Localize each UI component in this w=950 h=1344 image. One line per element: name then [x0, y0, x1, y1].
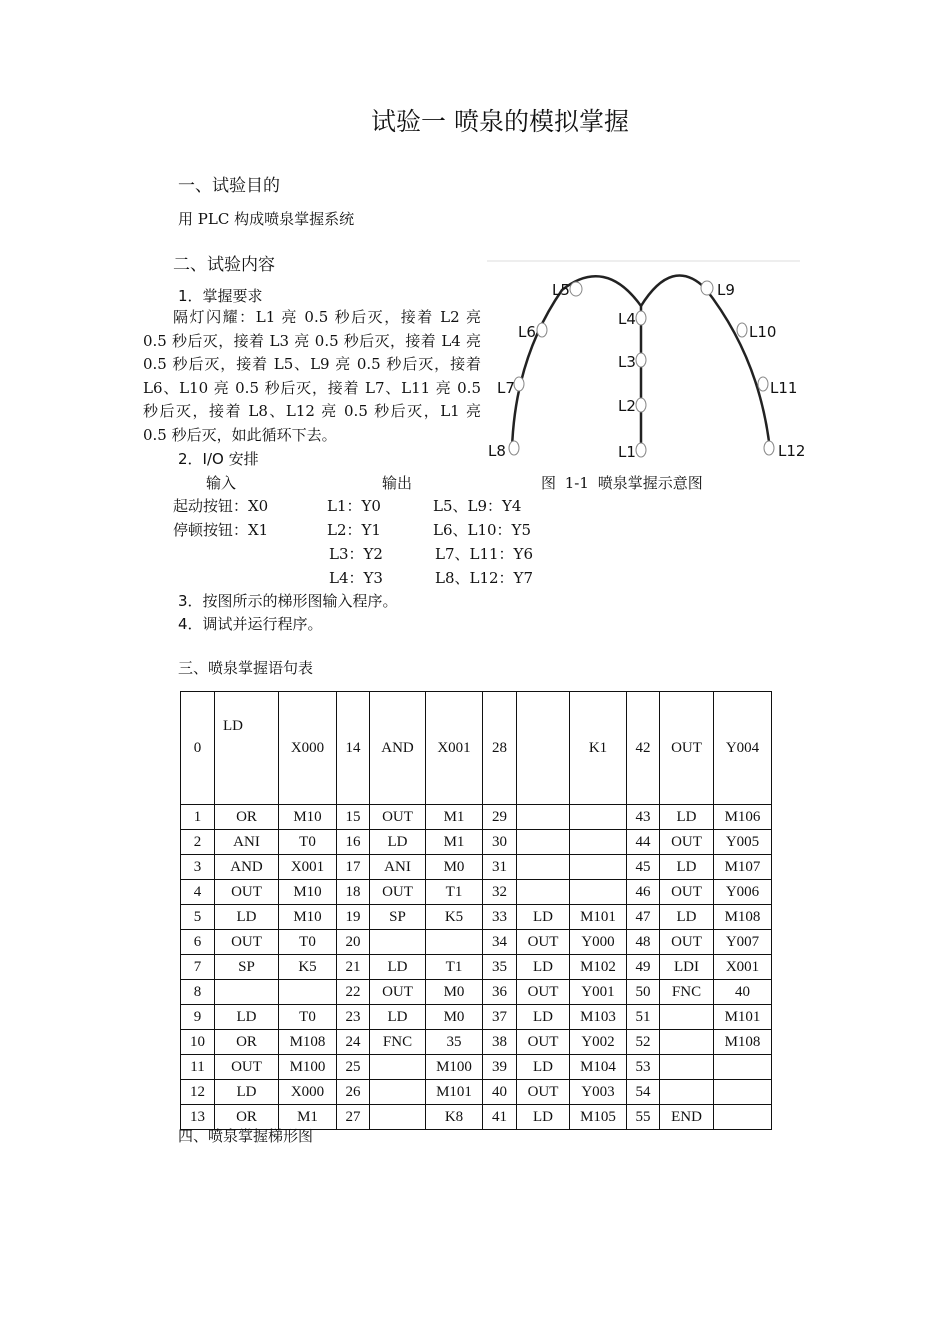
- table-cell: ANI: [370, 855, 426, 880]
- section-3-heading: 三、喷泉掌握语句表: [178, 659, 314, 677]
- table-cell: 38: [483, 1030, 517, 1055]
- table-cell: M10: [279, 905, 337, 930]
- table-cell: T0: [279, 1005, 337, 1030]
- label-l5: L5: [552, 281, 570, 299]
- table-cell: T1: [426, 880, 483, 905]
- table-cell: OR: [215, 805, 279, 830]
- table-cell: M106: [714, 805, 772, 830]
- table-cell: M101: [570, 905, 627, 930]
- table-cell: OUT: [370, 880, 426, 905]
- table-cell: M103: [570, 1005, 627, 1030]
- table-cell: 15: [337, 805, 370, 830]
- table-cell: 0: [181, 692, 215, 805]
- table-cell: Y006: [714, 880, 772, 905]
- table-cell: 44: [627, 830, 660, 855]
- table-cell: OUT: [660, 880, 714, 905]
- instruction-table: [180, 691, 772, 1130]
- table-cell: 50: [627, 980, 660, 1005]
- label-l3: L3: [618, 353, 636, 371]
- table-cell: 42: [627, 692, 660, 805]
- table-cell: 8: [181, 980, 215, 1005]
- table-cell: 46: [627, 880, 660, 905]
- item-3: 3．按图所示的梯形图输入程序。: [178, 592, 398, 610]
- table-cell: [570, 830, 627, 855]
- table-cell: LD: [660, 805, 714, 830]
- label-l10: L10: [749, 323, 777, 341]
- table-cell: AND: [215, 855, 279, 880]
- table-cell: OUT: [517, 1030, 570, 1055]
- io-output-l8-l12: L8、L12：Y7: [435, 569, 533, 587]
- table-cell: 40: [483, 1080, 517, 1105]
- table-cell: LD: [517, 1105, 570, 1130]
- label-l7: L7: [497, 379, 515, 397]
- table-row: [181, 955, 772, 980]
- table-cell: M101: [714, 1005, 772, 1030]
- table-cell: M0: [426, 980, 483, 1005]
- table-cell: 4: [181, 880, 215, 905]
- io-output-l2: L2：Y1: [327, 521, 381, 539]
- table-cell: 40: [714, 980, 772, 1005]
- table-cell: X000: [279, 692, 337, 805]
- table-cell: LD: [660, 855, 714, 880]
- table-cell: 35: [426, 1030, 483, 1055]
- table-cell: OUT: [370, 980, 426, 1005]
- lamp-l3: [636, 353, 646, 367]
- table-row: [181, 855, 772, 880]
- table-cell: OUT: [215, 930, 279, 955]
- table-row: [181, 1030, 772, 1055]
- table-cell: M1: [426, 805, 483, 830]
- table-cell: LD: [517, 905, 570, 930]
- table-cell: K1: [570, 692, 627, 805]
- page-title: 试验一 喷泉的模拟掌握: [371, 107, 629, 136]
- table-cell: M100: [279, 1055, 337, 1080]
- table-cell: M104: [570, 1055, 627, 1080]
- table-cell: 21: [337, 955, 370, 980]
- table-cell: 24: [337, 1030, 370, 1055]
- table-cell: 3: [181, 855, 215, 880]
- table-cell: [517, 880, 570, 905]
- table-cell: 7: [181, 955, 215, 980]
- table-cell: M100: [426, 1055, 483, 1080]
- table-cell: M10: [279, 880, 337, 905]
- io-output-l3: L3：Y2: [329, 545, 383, 563]
- table-cell: T0: [279, 930, 337, 955]
- table-cell: 10: [181, 1030, 215, 1055]
- table-cell: 6: [181, 930, 215, 955]
- table-cell: M1: [426, 830, 483, 855]
- lamp-l9: [701, 281, 713, 295]
- table-cell: 22: [337, 980, 370, 1005]
- table-cell: 41: [483, 1105, 517, 1130]
- label-l1: L1: [618, 443, 636, 461]
- table-cell: 30: [483, 830, 517, 855]
- lamp-l12: [764, 441, 774, 455]
- table-cell: LD: [215, 1005, 279, 1030]
- table-cell: [660, 1080, 714, 1105]
- table-cell: [517, 855, 570, 880]
- io-input-header: 输入: [206, 474, 237, 492]
- table-cell: [570, 880, 627, 905]
- table-cell: M1: [279, 1105, 337, 1130]
- item-4: 4．调试并运行程序。: [178, 615, 323, 633]
- table-cell: LD: [215, 1080, 279, 1105]
- table-cell: K5: [279, 955, 337, 980]
- io-output-l4: L4：Y3: [329, 569, 383, 587]
- section-1-text: 用 PLC 构成喷泉掌握系统: [178, 210, 355, 228]
- table-cell: Y005: [714, 830, 772, 855]
- table-cell: [714, 1105, 772, 1130]
- table-cell: 18: [337, 880, 370, 905]
- table-cell: FNC: [660, 980, 714, 1005]
- table-row: [181, 805, 772, 830]
- lamp-l2: [636, 398, 646, 412]
- figure-caption: 图 1-1 喷泉掌握示意图: [541, 474, 703, 492]
- table-cell: SP: [215, 955, 279, 980]
- table-cell: M107: [714, 855, 772, 880]
- table-row: [181, 905, 772, 930]
- table-cell: END: [660, 1105, 714, 1130]
- table-cell: [426, 930, 483, 955]
- table-cell: M0: [426, 1005, 483, 1030]
- table-cell: 53: [627, 1055, 660, 1080]
- table-cell: [714, 1055, 772, 1080]
- table-cell: OUT: [517, 980, 570, 1005]
- table-cell: [570, 855, 627, 880]
- table-cell: Y001: [570, 980, 627, 1005]
- section-4-heading: 四、喷泉掌握梯形图: [178, 1127, 314, 1145]
- table-cell: [279, 980, 337, 1005]
- table-cell: K5: [426, 905, 483, 930]
- table-cell: 32: [483, 880, 517, 905]
- table-cell: 26: [337, 1080, 370, 1105]
- table-row: [181, 1005, 772, 1030]
- lamp-l10: [737, 323, 747, 337]
- table-cell: 16: [337, 830, 370, 855]
- table-cell: LD: [215, 692, 279, 805]
- table-cell: M101: [426, 1080, 483, 1105]
- table-cell: M0: [426, 855, 483, 880]
- lamp-l4: [636, 311, 646, 325]
- lamp-l1: [636, 443, 646, 457]
- table-cell: LD: [517, 1005, 570, 1030]
- table-cell: 36: [483, 980, 517, 1005]
- table-cell: [370, 1105, 426, 1130]
- table-cell: LDI: [660, 955, 714, 980]
- table-cell: 1: [181, 805, 215, 830]
- table-cell: Y003: [570, 1080, 627, 1105]
- table-cell: [517, 805, 570, 830]
- table-cell: T0: [279, 830, 337, 855]
- label-l12: L12: [778, 442, 806, 460]
- table-cell: LD: [517, 955, 570, 980]
- io-output-l7-l11: L7、L11：Y6: [435, 545, 533, 563]
- table-cell: 31: [483, 855, 517, 880]
- table-cell: [570, 805, 627, 830]
- table-row: [181, 692, 772, 805]
- table-row: [181, 930, 772, 955]
- table-row: [181, 1055, 772, 1080]
- table-cell: OUT: [370, 805, 426, 830]
- fountain-diagram: [487, 258, 807, 463]
- item-1-heading: 1．掌握要求: [178, 287, 263, 305]
- io-output-header: 输出: [382, 474, 413, 492]
- table-cell: 19: [337, 905, 370, 930]
- table-cell: 25: [337, 1055, 370, 1080]
- table-cell: [370, 1080, 426, 1105]
- table-cell: Y004: [714, 692, 772, 805]
- table-cell: [660, 1055, 714, 1080]
- table-cell: 27: [337, 1105, 370, 1130]
- io-output-l5-l9: L5、L9：Y4: [433, 497, 522, 515]
- table-cell: 17: [337, 855, 370, 880]
- table-cell: 14: [337, 692, 370, 805]
- table-row: [181, 980, 772, 1005]
- table-cell: M102: [570, 955, 627, 980]
- table-cell: T1: [426, 955, 483, 980]
- table-cell: 5: [181, 905, 215, 930]
- table-cell: Y002: [570, 1030, 627, 1055]
- table-cell: M108: [714, 1030, 772, 1055]
- table-cell: 35: [483, 955, 517, 980]
- table-cell: AND: [370, 692, 426, 805]
- control-requirement-text: 隔灯闪耀：L1 亮 0.5 秒后灭，接着 L2 亮 0.5 秒后灭，接着 L3 亮 0.5 秒后灭，接着 L4 亮 0.5 秒后灭，接着 L5、L9 亮 0.5 秒后灭，接着 L6、L10 亮 0.5 秒后灭，接着 L7、L11 亮 0.5 秒后灭，接着 L8、L12 亮 0.5 秒后灭，L1 亮 0.5 秒后灭，如此循环下去。: [143, 308, 481, 444]
- table-cell: 52: [627, 1030, 660, 1055]
- table-cell: 11: [181, 1055, 215, 1080]
- table-cell: [215, 980, 279, 1005]
- label-l8: L8: [488, 442, 506, 460]
- right-arch: [641, 276, 770, 450]
- table-cell: 37: [483, 1005, 517, 1030]
- label-l9: L9: [717, 281, 735, 299]
- table-cell: 48: [627, 930, 660, 955]
- table-cell: [517, 692, 570, 805]
- table-cell: K8: [426, 1105, 483, 1130]
- table-cell: [660, 1030, 714, 1055]
- table-cell: LD: [370, 1005, 426, 1030]
- lamp-l11: [758, 377, 768, 391]
- io-input-start: 起动按钮：X0: [173, 497, 269, 515]
- label-l11: L11: [770, 379, 798, 397]
- table-cell: 28: [483, 692, 517, 805]
- io-output-l6-l10: L6、L10：Y5: [433, 521, 531, 539]
- table-cell: OUT: [660, 830, 714, 855]
- table-cell: 49: [627, 955, 660, 980]
- table-cell: X000: [279, 1080, 337, 1105]
- table-cell: OUT: [660, 692, 714, 805]
- table-cell: 12: [181, 1080, 215, 1105]
- table-cell: [517, 830, 570, 855]
- lamp-l8: [509, 441, 519, 455]
- table-cell: 2: [181, 830, 215, 855]
- table-cell: [714, 1080, 772, 1105]
- table-cell: LD: [370, 955, 426, 980]
- table-cell: 55: [627, 1105, 660, 1130]
- table-cell: OUT: [517, 930, 570, 955]
- table-cell: 9: [181, 1005, 215, 1030]
- table-cell: 43: [627, 805, 660, 830]
- table-cell: 45: [627, 855, 660, 880]
- table-cell: 33: [483, 905, 517, 930]
- section-1-heading: 一、试验目的: [178, 176, 280, 196]
- table-cell: 51: [627, 1005, 660, 1030]
- table-row: [181, 880, 772, 905]
- table-cell: OR: [215, 1105, 279, 1130]
- table-cell: OUT: [517, 1080, 570, 1105]
- table-cell: M105: [570, 1105, 627, 1130]
- lamp-l7: [514, 377, 524, 391]
- table-cell: SP: [370, 905, 426, 930]
- label-l4: L4: [618, 310, 636, 328]
- table-cell: [660, 1005, 714, 1030]
- io-input-stop: 停顿按钮：X1: [173, 521, 269, 539]
- table-cell: OR: [215, 1030, 279, 1055]
- label-l6: L6: [518, 323, 536, 341]
- table-cell: [370, 1055, 426, 1080]
- table-cell: 54: [627, 1080, 660, 1105]
- table-cell: OUT: [215, 880, 279, 905]
- lamp-l5: [570, 282, 582, 296]
- table-cell: LD: [660, 905, 714, 930]
- table-cell: FNC: [370, 1030, 426, 1055]
- table-cell: LD: [215, 905, 279, 930]
- label-l2: L2: [618, 397, 636, 415]
- table-cell: 39: [483, 1055, 517, 1080]
- table-cell: 13: [181, 1105, 215, 1130]
- table-row: [181, 1080, 772, 1105]
- section-2-heading: 二、试验内容: [173, 255, 275, 275]
- table-cell: 20: [337, 930, 370, 955]
- table-cell: LD: [370, 830, 426, 855]
- table-cell: X001: [426, 692, 483, 805]
- io-output-l1: L1：Y0: [327, 497, 381, 515]
- table-row: [181, 830, 772, 855]
- lamp-l6: [537, 323, 547, 337]
- table-cell: 34: [483, 930, 517, 955]
- table-cell: 47: [627, 905, 660, 930]
- table-cell: X001: [279, 855, 337, 880]
- table-cell: M108: [714, 905, 772, 930]
- table-cell: M10: [279, 805, 337, 830]
- table-cell: M108: [279, 1030, 337, 1055]
- table-cell: OUT: [660, 930, 714, 955]
- table-cell: 23: [337, 1005, 370, 1030]
- table-cell: Y007: [714, 930, 772, 955]
- table-cell: OUT: [215, 1055, 279, 1080]
- table-cell: X001: [714, 955, 772, 980]
- table-cell: 29: [483, 805, 517, 830]
- table-cell: Y000: [570, 930, 627, 955]
- table-cell: ANI: [215, 830, 279, 855]
- table-cell: [370, 930, 426, 955]
- item-2-heading: 2．I/O 安排: [178, 450, 259, 468]
- table-cell: LD: [517, 1055, 570, 1080]
